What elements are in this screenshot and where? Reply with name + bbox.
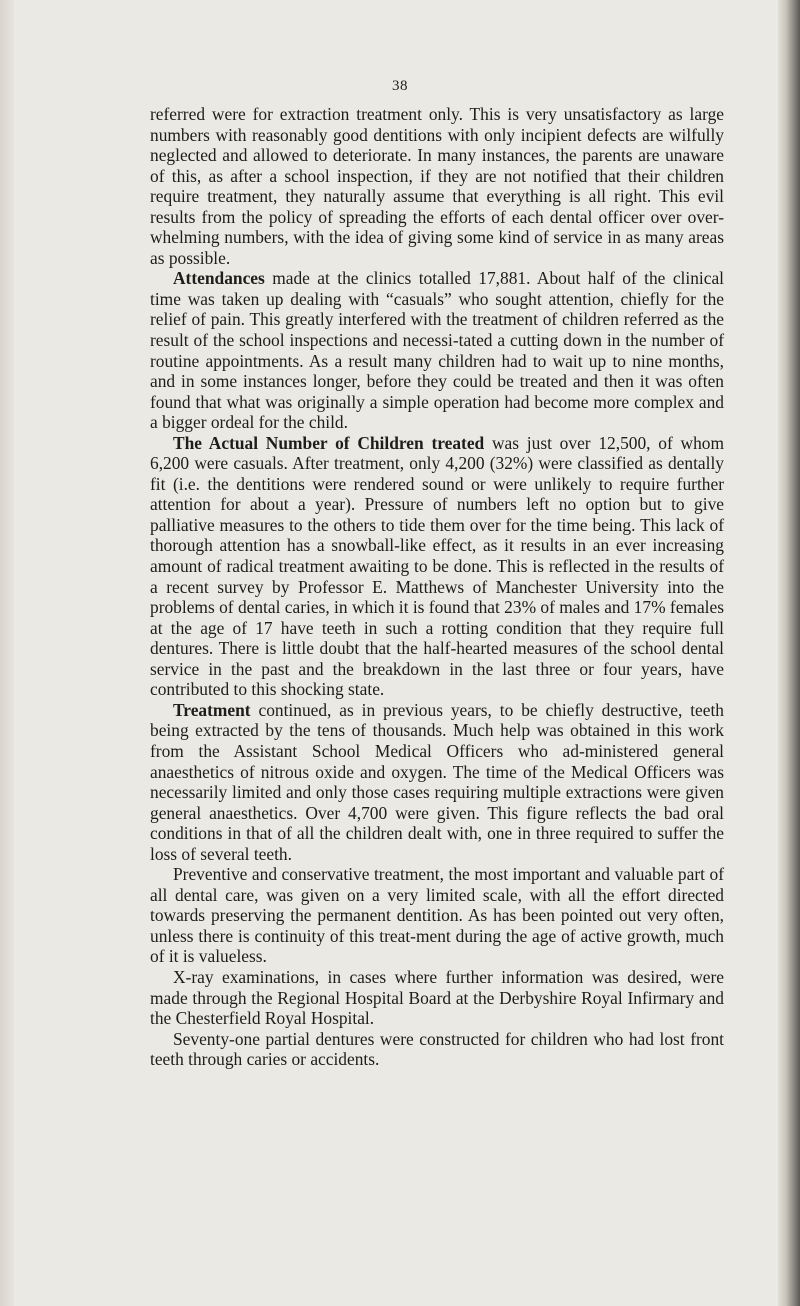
paragraph-1-text: referred were for extraction treatment only. This is very unsatisfactory as large numbers with reasonably good dentitions with only incipient defects are wilfully neglected and allowed to deteriorate. In many instances, the parents are unaware of this, as after a school inspection, if they are not notified that their children require treatment, they naturally assume that everything is all right. This evil results from the policy of spreading the efforts of each dental officer over over-whelming numbers, with the idea of giving some kind of service in as many areas as possible.: [150, 104, 724, 268]
paragraph-xray-text: X-ray examinations, in cases where further information was desired, were made through the Regional Hospital Board at the Derbyshire Royal Infirmary and the Chesterfield Royal Hospital.: [150, 966, 724, 1029]
paragraph-dentures-text: Seventy-one partial dentures were constructed for children who had lost front teeth through caries or accidents.: [150, 1028, 724, 1070]
paragraph-xray: [150, 967, 724, 1029]
paragraph-treatment-text: continued, as in previous years, to be chiefly destructive, teeth being extracted by the tens of thousands. Much help was obtained in this work from the Assistant School Medical Officers who ad-ministered general anaesthetics of nitrous oxide and oxygen. The time of the Medical Officers was necessarily limited and only those cases requiring multiple extractions were given general anaesthetics. Over 4,700 were given. This figure reflects the bad oral conditions in that of all the children dealt with, one in three required to suffer the loss of several teeth.: [150, 699, 724, 864]
paragraph-children-treated: [150, 433, 724, 700]
paragraph-preventive: [150, 864, 724, 967]
paragraph-dentures: [150, 1029, 724, 1070]
paragraph-treatment: [150, 700, 724, 864]
paragraph-1: [150, 104, 724, 268]
heading-attendances: Attendances: [173, 268, 265, 289]
book-spine-shadow: [778, 0, 800, 1306]
paragraph-attendances-text: made at the clinics totalled 17,881. About half of the clinical time was taken up dealing with “casuals” who sought attention, chiefly for the relief of pain. This greatly interfered with the treatment of children referred as the result of the school inspections and necessi-tated a cutting down in the number of routine appointments. As a result many children had to wait up to nine months, and in some instances longer, before they could be treated and then it was often found that what was originally a simple operation had become more complex and a bigger ordeal for the child.: [150, 268, 724, 433]
body-text: [150, 104, 724, 1070]
paragraph-preventive-text: Preventive and conservative treatment, the most important and valuable part of all dental care, was given on a very limited scale, with all the effort directed towards preserving the permanent dentition. As has been pointed out very often, unless there is continuity of this treat-ment during the age of active growth, much of it is valueless.: [150, 864, 724, 967]
page-left-edge: [0, 0, 14, 1306]
paragraph-attendances: [150, 268, 724, 432]
heading-treatment: Treatment: [173, 699, 251, 720]
paragraph-children-treated-text: was just over 12,500, of whom 6,200 were casuals. After treatment, only 4,200 (32%) were classified as dentally fit (i.e. the dentitions were rendered sound or were unlikely to require further attention for about a year). Pressure of numbers left no option but to give palliative measures to the others to tide them over for the time being. This lack of thorough attention has a snowball-like effect, as it results in an ever increasing amount of radical treatment awaiting to be done. This is reflected in the results of a recent survey by Professor E. Matthews of Manchester University into the problems of dental caries, in which it is found that 23% of males and 17% females at the age of 17 have teeth in such a rotting condition that they require full dentures. There is little doubt that the half-hearted measures of the school dental service in the past and the breakdown in the last three or four years, have contributed to this shocking state.: [150, 432, 724, 700]
page-number: 38: [392, 78, 408, 94]
heading-children-treated: The Actual Number of Children treated: [173, 432, 485, 453]
